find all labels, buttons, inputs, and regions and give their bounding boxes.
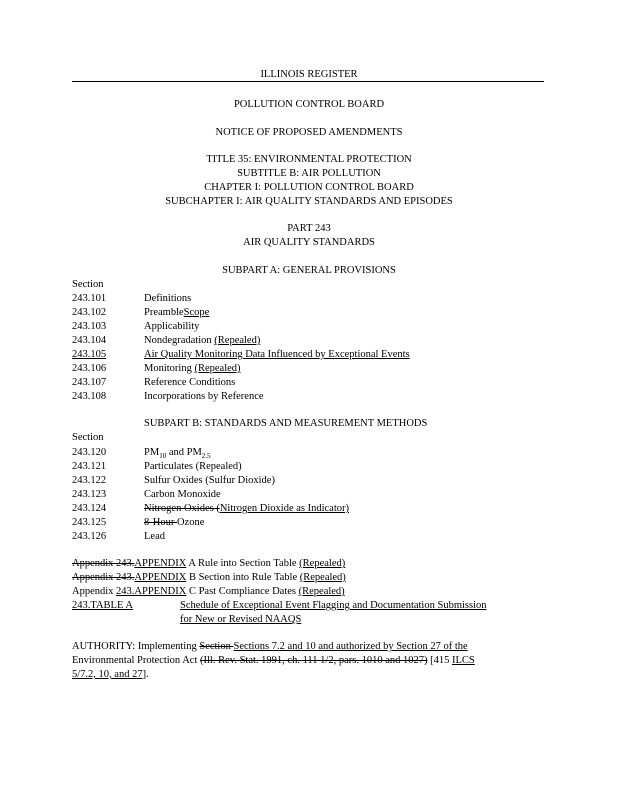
- section-title: Air Quality Monitoring Data Influenced by Exceptional Events: [144, 349, 410, 360]
- section-number: 243.108: [72, 391, 107, 402]
- section-title: $PM_{10}$ and $PM_{2.5}$: [144, 447, 211, 461]
- section-title: Particulates (Repealed): [144, 461, 242, 472]
- section-title: Definitions: [144, 293, 192, 304]
- section-title: Carbon Monoxide: [144, 489, 221, 500]
- section-number: 243.123: [72, 489, 107, 500]
- section-number: 243.124: [72, 503, 107, 514]
- subpart-a-heading: SUBPART A: GENERAL PROVISIONS: [222, 265, 396, 276]
- section-title: Lead: [144, 531, 165, 542]
- table-a-number: 243.TABLE A: [72, 600, 133, 611]
- title-line: TITLE 35: ENVIRONMENTAL PROTECTION: [206, 154, 412, 165]
- part-number: PART 243: [287, 223, 331, 234]
- section-title: Sulfur Oxides (Sulfur Dioxide): [144, 475, 275, 486]
- section-label: Section: [72, 432, 104, 443]
- subpart-b-heading: SUBPART B: STANDARDS AND MEASUREMENT METHODS: [144, 418, 428, 429]
- section-number: 243.101: [72, 293, 107, 304]
- section-number: 243.103: [72, 321, 107, 332]
- section-title: Nondegradation (Repealed): [144, 335, 261, 346]
- section-title: Incorporations by Reference: [144, 391, 264, 402]
- section-number: 243.107: [72, 377, 107, 388]
- appendix-a: Appendix 243.APPENDIX A Rule into Section Table (Repealed): [72, 558, 346, 569]
- section-number: 243.105: [72, 349, 107, 360]
- section-number: 243.125: [72, 517, 107, 528]
- section-title: Nitrogen Oxides (Nitrogen Dioxide as Indicator): [144, 503, 350, 514]
- section-title: Reference Conditions: [144, 377, 236, 388]
- authority-line-3: 5/7.2, 10, and 27].: [72, 669, 149, 680]
- section-title: Monitoring (Repealed): [144, 363, 241, 374]
- section-label: Section: [72, 279, 104, 290]
- appendix-b: Appendix 243.APPENDIX B Section into Rule Table (Repealed): [72, 572, 346, 583]
- chapter-line: CHAPTER I: POLLUTION CONTROL BOARD: [204, 182, 414, 193]
- section-number: 243.104: [72, 335, 107, 346]
- authority-line-2: Environmental Protection Act (Ill. Rev. Stat. 1991, ch. 111 1/2, pars. 1010 and 1027) [415 ILCS: [72, 655, 475, 666]
- section-number: 243.121: [72, 461, 107, 472]
- subchapter-line: SUBCHAPTER I: AIR QUALITY STANDARDS AND EPISODES: [165, 196, 453, 207]
- authority-line-1: AUTHORITY: Implementing Section Sections 7.2 and 10 and authorized by Section 27 of the: [72, 641, 468, 652]
- table-a-title: Schedule of Exceptional Event Flagging and Documentation Submission: [180, 600, 487, 611]
- section-number: 243.120: [72, 447, 107, 458]
- section-title: PreambleScope: [144, 307, 210, 318]
- section-title: 8-Hour Ozone: [144, 517, 205, 528]
- register-header: ILLINOIS REGISTER: [260, 69, 358, 80]
- section-number: 243.122: [72, 475, 107, 486]
- section-number: 243.102: [72, 307, 107, 318]
- section-title: Applicability: [144, 321, 200, 332]
- section-number: 243.106: [72, 363, 107, 374]
- table-a-title-cont: for New or Revised NAAQS: [180, 614, 302, 625]
- header-rule: [72, 81, 544, 82]
- appendix-c: Appendix 243.APPENDIX C Past Compliance Dates (Repealed): [72, 586, 345, 597]
- board-title: POLLUTION CONTROL BOARD: [233, 99, 385, 110]
- subtitle-line: SUBTITLE B: AIR POLLUTION: [237, 168, 381, 179]
- section-number: 243.126: [72, 531, 107, 542]
- notice-title: NOTICE OF PROPOSED AMENDMENTS: [215, 127, 403, 138]
- part-name: AIR QUALITY STANDARDS: [243, 237, 375, 248]
